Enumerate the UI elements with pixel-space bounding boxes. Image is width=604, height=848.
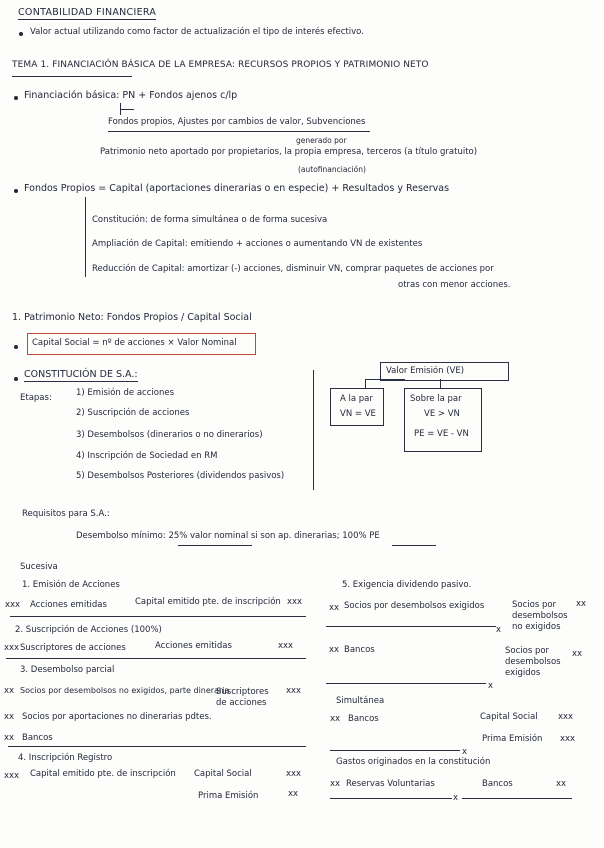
entry-rule [326, 626, 496, 627]
entry-rule [462, 798, 572, 799]
bullet [14, 345, 18, 349]
subject-title: CONTABILIDAD FINANCIERA [18, 7, 157, 18]
cross-mark: x [496, 625, 502, 635]
bullet [14, 377, 18, 381]
entry-amount: xx [556, 779, 567, 789]
entry-debit: Socios por aportaciones no dinerarias pdtes. [22, 712, 212, 722]
entry-amount: xx [329, 603, 340, 613]
topic-title-underline [12, 76, 132, 77]
entry-amount: xxx [287, 597, 303, 607]
etapas-label: Etapas: [20, 393, 52, 403]
entry-heading: 1. Emisión de Acciones [22, 580, 120, 590]
a-la-par-label: A la par [340, 394, 373, 404]
connector-line [440, 379, 441, 388]
cross-mark: x [453, 793, 459, 803]
underline [178, 545, 252, 546]
patrimonio-line: 1. Patrimonio Neto: Fondos Propios / Capital Social [12, 312, 252, 323]
entry-heading: Gastos originados en la constitución [336, 757, 491, 767]
entry-amount: xx [4, 733, 15, 743]
underline [392, 545, 436, 546]
note-autofinanciacion: (autofinanciación) [298, 165, 366, 174]
divider-line [313, 370, 314, 490]
entry-amount: xxx [4, 771, 20, 781]
entry-amount: xxx [5, 600, 21, 610]
entry-amount: xxx [560, 734, 576, 744]
sobre-la-par-formula: VE > VN [424, 409, 460, 419]
etapa-5: 5) Desembolsos Posteriores (dividendos pasivos) [76, 471, 285, 481]
entry-heading: 5. Exigencia dividendo pasivo. [342, 580, 472, 590]
entry-amount: xx [4, 712, 15, 722]
entry-amount: xx [572, 649, 583, 659]
etapa-2: 2) Suscripción de acciones [76, 408, 190, 418]
intro-text: Valor actual utilizando como factor de actualización el tipo de interés efectivo. [30, 27, 364, 37]
entry-heading: Simultánea [336, 696, 385, 706]
fondos-propios-main: Fondos Propios = Capital (aportaciones dinerarias o en especie) + Resultados y Reservas [24, 183, 450, 194]
entry-amount: xxx [558, 712, 574, 722]
entry-debit: Reservas Voluntarias [346, 779, 435, 789]
fondos-item-3-cont: otras con menor acciones. [398, 280, 511, 290]
entry-debit: Bancos [22, 733, 53, 743]
fondos-item-1: Constitución: de forma simultánea o de forma sucesiva [92, 215, 328, 225]
entry-rule [10, 616, 306, 617]
entry-debit: Socios por desembolsos exigidos [344, 601, 485, 611]
entry-amount: xx [288, 789, 299, 799]
entry-credit: Socios por desembolsos no exigidos [512, 600, 568, 632]
entry-credit: Capital Social [480, 712, 538, 722]
connector-line [365, 379, 405, 380]
entry-amount: xxx [286, 769, 302, 779]
capital-social-formula: Capital Social = nº de acciones × Valor Nominal [32, 338, 237, 348]
entry-credit: Prima Emisión [482, 734, 543, 744]
entry-amount: xx [330, 714, 341, 724]
entry-credit: Capital emitido pte. de inscripción [135, 597, 281, 607]
financiacion-sub1: Fondos propios, Ajustes por cambios de valor, Subvenciones [108, 117, 366, 127]
entry-rule [8, 746, 306, 747]
entry-debit: Bancos [344, 645, 375, 655]
entry-credit: Acciones emitidas [155, 641, 232, 651]
topic-title: TEMA 1. FINANCIACIÓN BÁSICA DE LA EMPRESA: RECURSOS PROPIOS Y PATRIMONIO NETO [12, 60, 429, 70]
bullet [14, 96, 18, 100]
financiacion-main: Financiación básica: PN + Fondos ajenos c/lp [24, 90, 238, 101]
sub1-underline [108, 131, 370, 132]
constitucion-heading: CONSTITUCIÓN DE S.A.: [24, 369, 138, 380]
entry-amount: xxx [4, 643, 20, 653]
bracket-line [120, 109, 134, 110]
a-la-par-formula: VN = VE [340, 409, 376, 419]
prima-emision-formula: PE = VE - VN [414, 429, 469, 439]
entry-amount: xx [329, 645, 340, 655]
entry-amount: xx [4, 686, 15, 696]
cross-mark: x [488, 681, 494, 691]
financiacion-sub2: Patrimonio neto aportado por propietarios, la propia empresa, terceros (a título gratuito) [100, 147, 478, 157]
requisitos-label: Requisitos para S.A.: [22, 509, 110, 519]
fondos-item-2: Ampliación de Capital: emitiendo + acciones o aumentando VN de existentes [92, 239, 423, 249]
entry-debit: Socios por desembolsos no exigidos, parte dineraria [20, 686, 230, 695]
entry-debit: Suscriptores de acciones [20, 643, 126, 653]
note-generado: generado por [296, 136, 347, 145]
entry-amount: xxx [278, 641, 294, 651]
fondos-item-3: Reducción de Capital: amortizar (-) acciones, disminuir VN, comprar paquetes de acciones por [92, 264, 494, 274]
entry-credit: Suscriptores de acciones [216, 687, 269, 708]
cross-mark: x [462, 747, 468, 757]
etapa-1: 1) Emisión de acciones [76, 388, 175, 398]
requisitos-line: Desembolso mínimo: 25% valor nominal si son ap. dinerarias; 100% PE [76, 531, 380, 541]
entry-credit: Prima Emisión [198, 791, 259, 801]
bullet [14, 189, 18, 193]
entry-debit: Capital emitido pte. de inscripción [30, 769, 176, 779]
valor-emision-label: Valor Emisión (VE) [386, 366, 465, 376]
entry-debit: Acciones emitidas [30, 600, 107, 610]
bracket-line [85, 197, 86, 277]
etapa-3: 3) Desembolsos (dinerarios o no dinerarios) [76, 430, 263, 440]
entry-amount: xx [330, 779, 341, 789]
etapa-4: 4) Inscripción de Sociedad en RM [76, 451, 218, 461]
bullet [19, 32, 23, 36]
entry-credit: Capital Social [194, 769, 252, 779]
entry-rule [6, 658, 306, 659]
entry-debit: Bancos [348, 714, 379, 724]
connector-line [365, 379, 366, 388]
sucesiva-label: Sucesiva [20, 562, 58, 572]
entry-rule [326, 683, 486, 684]
entry-amount: xxx [286, 686, 302, 696]
entry-amount: xx [576, 599, 587, 609]
sobre-la-par-label: Sobre la par [410, 394, 462, 404]
entry-rule [330, 798, 452, 799]
entry-credit: Bancos [482, 779, 513, 789]
entry-rule [330, 750, 460, 751]
entry-heading: 2. Suscripción de Acciones (100%) [15, 625, 162, 635]
entry-heading: 3. Desembolso parcial [20, 665, 115, 675]
entry-credit: Socios por desembolsos exigidos [505, 646, 561, 678]
entry-heading: 4. Inscripción Registro [18, 753, 113, 763]
